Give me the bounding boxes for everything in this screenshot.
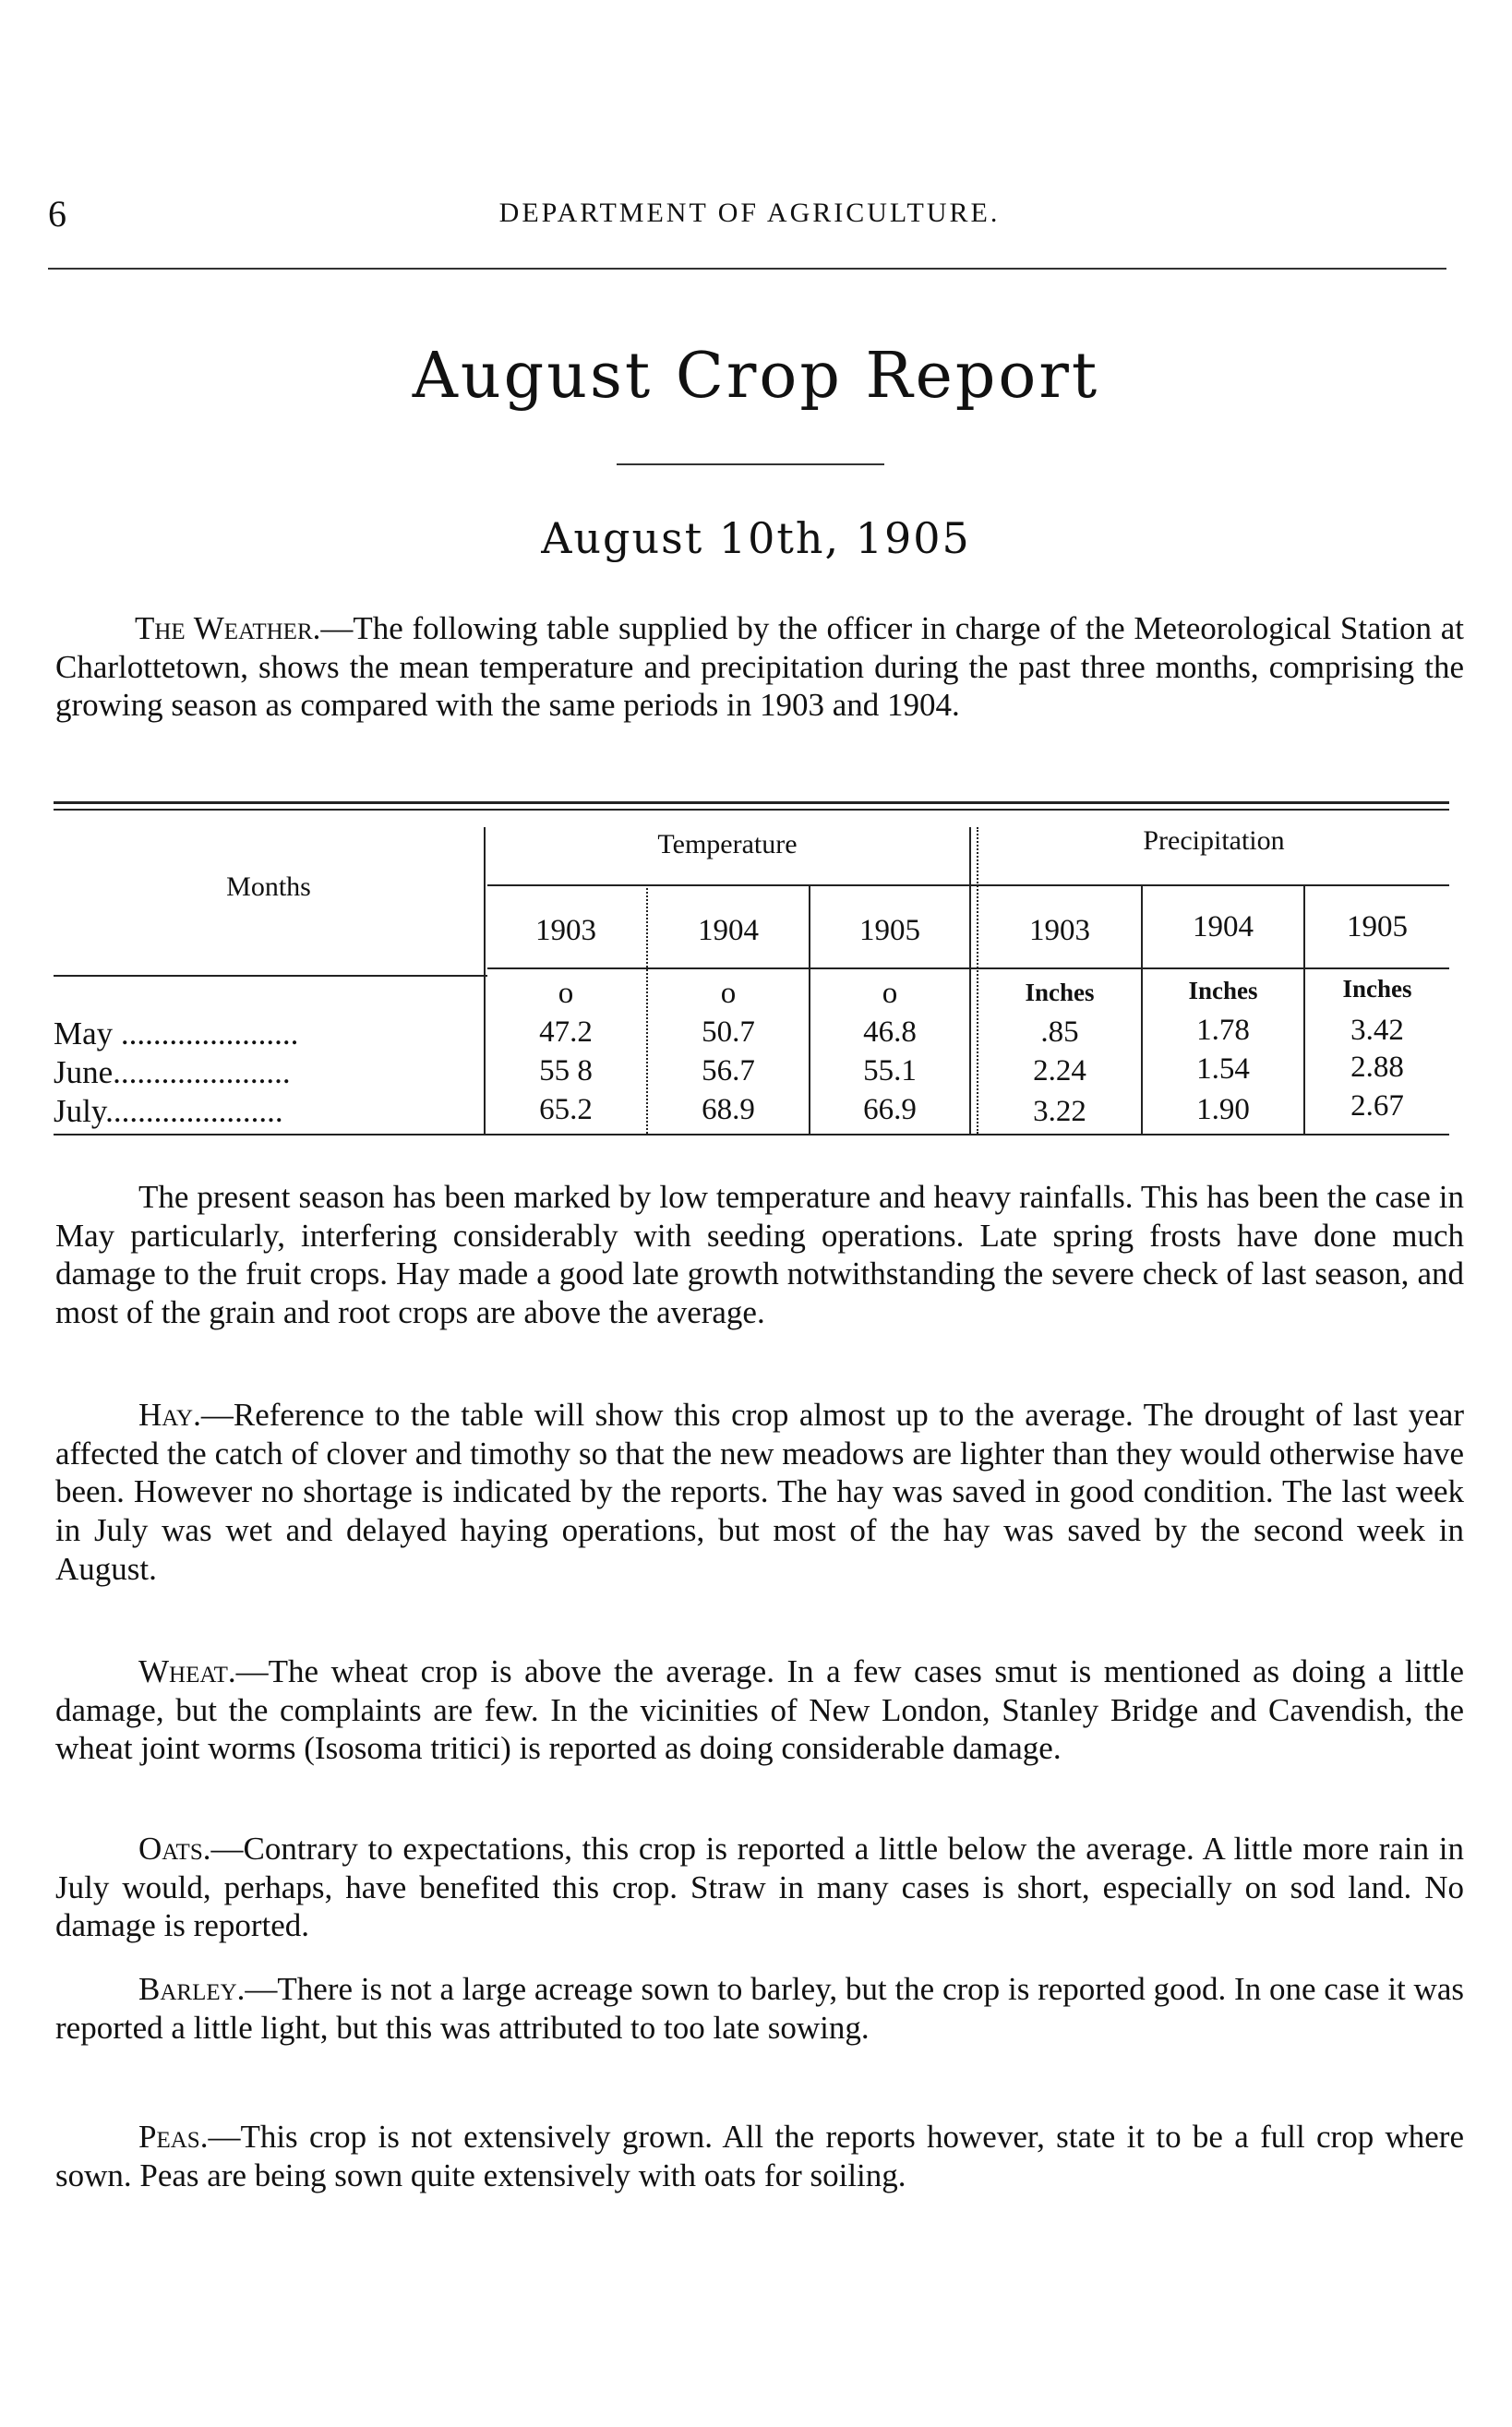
month-label: May ...................... [54,1015,299,1051]
paragraph-lead: The Weather. [135,610,321,646]
precip-value: 2.67 [1350,1089,1404,1123]
temp-value: 50.7 [702,1015,755,1049]
temp-value: 47.2 [539,1015,593,1049]
paragraph-text: —The following table supplied by the officer in charge of the Meteorological Station at Charlottetown, shows the mean temperature and precipitation during the past three months, comprising the growing season as compared with the same periods in 1903 and 1904. [55,610,1464,724]
precip-unit: Inches [1025,979,1095,1006]
precip-value: .85 [1040,1015,1079,1049]
temp-value: 65.2 [539,1093,593,1126]
paragraph-text: —Contrary to expectations, this crop is reported a little below the average. A little more rain in July would, perhaps, have benefited this crop. Straw in many cases is short, especially on sod land. No damage is reported. [55,1831,1464,1944]
precip-value: 3.22 [1033,1095,1086,1128]
paragraph-text: —There is not a large acreage sown to barley, but the crop is reported good. In one case it was reported a little light, but this was attributed to too late sowing. [55,1971,1464,2046]
temp-value: 56.7 [702,1054,755,1087]
report-date: August 10th, 1905 [541,513,971,563]
header-rule [48,268,1446,270]
hay-paragraph [55,1396,1464,1589]
paragraph-text: —This crop is not extensively grown. All the reports however, state it to be a full crop where sown. Peas are being sown quite extensively with oats for soiling. [55,2119,1464,2193]
temp-year-header: 1905 [859,914,920,947]
precip-value: 2.88 [1350,1051,1404,1084]
precip-value: 3.42 [1350,1014,1404,1047]
temp-unit: o [720,977,737,1010]
page-number: 6 [48,193,66,234]
oats-paragraph [55,1830,1464,1945]
precipitation-header: Precipitation [1143,825,1285,856]
paragraph-lead: Barley. [138,1971,246,2007]
paragraph-lead: Peas. [138,2119,209,2155]
precip-value: 1.78 [1196,1014,1250,1047]
table-top-rule [54,801,1449,804]
months-column-header: Months [226,871,311,902]
season-summary-paragraph [55,1178,1464,1332]
table-bottom-rule [54,1134,1449,1135]
paragraph-text: —Reference to the table will show this crop almost up to the average. The drought of last year affected the catch of clover and timothy so that the new meadows are lighter than they would otherwise have been. However no shortage is indicated by the reports. The hay was saved in good condition. The last week in July was wet and delayed haying operations, but most of the hay was saved by the second week in August. [55,1397,1464,1587]
title-rule [617,463,884,465]
precip-year-header: 1904 [1193,910,1254,943]
precip-year-header: 1903 [1029,914,1090,947]
paragraph-lead: Wheat. [138,1653,236,1689]
peas-paragraph [55,2118,1464,2194]
barley-paragraph [55,1970,1464,2047]
month-label: June...................... [54,1054,291,1090]
months-header-rule [54,975,487,977]
group-divider [969,827,971,1134]
paragraph-lead: Oats. [138,1831,211,1867]
temp-value: 68.9 [702,1093,755,1126]
temp-value: 46.8 [863,1015,917,1049]
temp-unit: o [558,977,574,1010]
report-title: August Crop Report [412,340,1100,413]
weather-intro-paragraph [55,609,1464,725]
precip-year-header: 1905 [1347,910,1408,943]
temp-value: 55.1 [863,1054,917,1087]
precip-value: 1.54 [1196,1052,1250,1086]
precip-value: 1.90 [1196,1093,1250,1126]
precip-unit: Inches [1342,975,1412,1003]
temp-year-header: 1904 [698,914,759,947]
temperature-header: Temperature [657,829,798,859]
temp-unit: o [882,977,898,1010]
running-title: DEPARTMENT OF AGRICULTURE. [498,198,1001,228]
precip-value: 2.24 [1033,1054,1086,1087]
table-top-rule-inner [54,809,1449,811]
temp-year-header: 1903 [535,914,596,947]
wheat-paragraph [55,1652,1464,1768]
precip-unit: Inches [1188,977,1258,1004]
temp-value: 66.9 [863,1093,917,1126]
paragraph-text: The present season has been marked by low temperature and heavy rainfalls. This has been the case in May particularly, interfering considerably with seeding operations. Late spring frosts have done much damage to the fruit crops. Hay made a good late growth notwithstanding the severe check of last season, and most of the grain and root crops are above the average. [55,1179,1464,1331]
paragraph-text: —The wheat crop is above the average. In a few cases smut is mentioned as doing a little damage, but the complaints are few. In the vicinities of New London, Stanley Bridge and Cavendish, the wheat joint worms (Isosoma tritici) is reported as doing considerable damage. [55,1653,1464,1767]
temp-value: 55 8 [539,1054,593,1087]
month-label: July...................... [54,1093,283,1129]
running-header [48,192,1451,247]
paragraph-lead: Hay. [138,1397,201,1433]
